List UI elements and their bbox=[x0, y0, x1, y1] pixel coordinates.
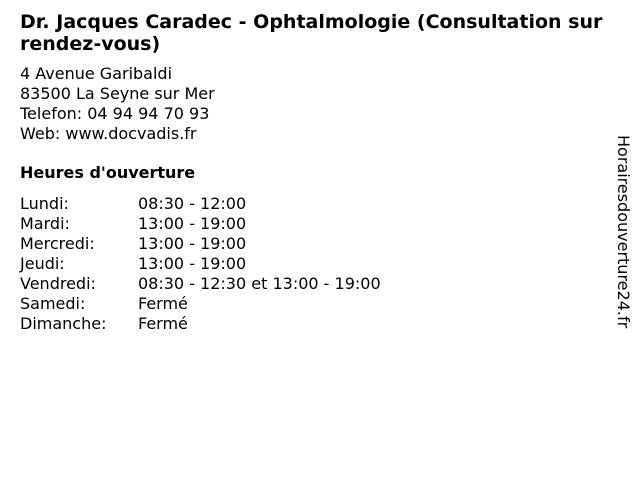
business-name: Dr. Jacques Caradec - Ophtalmologie (Consultation sur rendez-vous) bbox=[20, 11, 603, 55]
opening-hours-table bbox=[20, 194, 381, 334]
day-label: Dimanche: bbox=[20, 314, 107, 333]
street-address: 4 Avenue Garibaldi bbox=[20, 64, 173, 83]
hours-row-mardi bbox=[20, 214, 381, 234]
phone-number: Telefon: 04 94 94 70 93 bbox=[20, 104, 210, 123]
day-label: Lundi: bbox=[20, 194, 69, 213]
hours-row-mercredi bbox=[20, 234, 381, 254]
hours-heading: Heures d'ouverture bbox=[20, 163, 196, 182]
address-block bbox=[20, 64, 215, 144]
day-hours: Fermé bbox=[138, 294, 188, 313]
day-hours: 08:30 - 12:30 et 13:00 - 19:00 bbox=[138, 274, 381, 293]
hours-row-jeudi bbox=[20, 254, 381, 274]
day-hours: 13:00 - 19:00 bbox=[138, 214, 247, 233]
hours-row-lundi bbox=[20, 194, 381, 214]
day-hours: 13:00 - 19:00 bbox=[138, 254, 247, 273]
city-address: 83500 La Seyne sur Mer bbox=[20, 84, 215, 103]
day-label: Mercredi: bbox=[20, 234, 95, 253]
hours-row-samedi bbox=[20, 294, 381, 314]
day-hours: 08:30 - 12:00 bbox=[138, 194, 247, 213]
day-label: Samedi: bbox=[20, 294, 86, 313]
day-hours: 13:00 - 19:00 bbox=[138, 234, 247, 253]
hours-row-dimanche bbox=[20, 314, 381, 334]
day-label: Vendredi: bbox=[20, 274, 96, 293]
day-label: Jeudi: bbox=[20, 254, 65, 273]
day-hours: Fermé bbox=[138, 314, 188, 333]
day-label: Mardi: bbox=[20, 214, 70, 233]
site-brand-vertical: Horairesdouverture24.fr bbox=[614, 135, 633, 329]
website: Web: www.docvadis.fr bbox=[20, 124, 197, 143]
hours-row-vendredi bbox=[20, 274, 381, 294]
